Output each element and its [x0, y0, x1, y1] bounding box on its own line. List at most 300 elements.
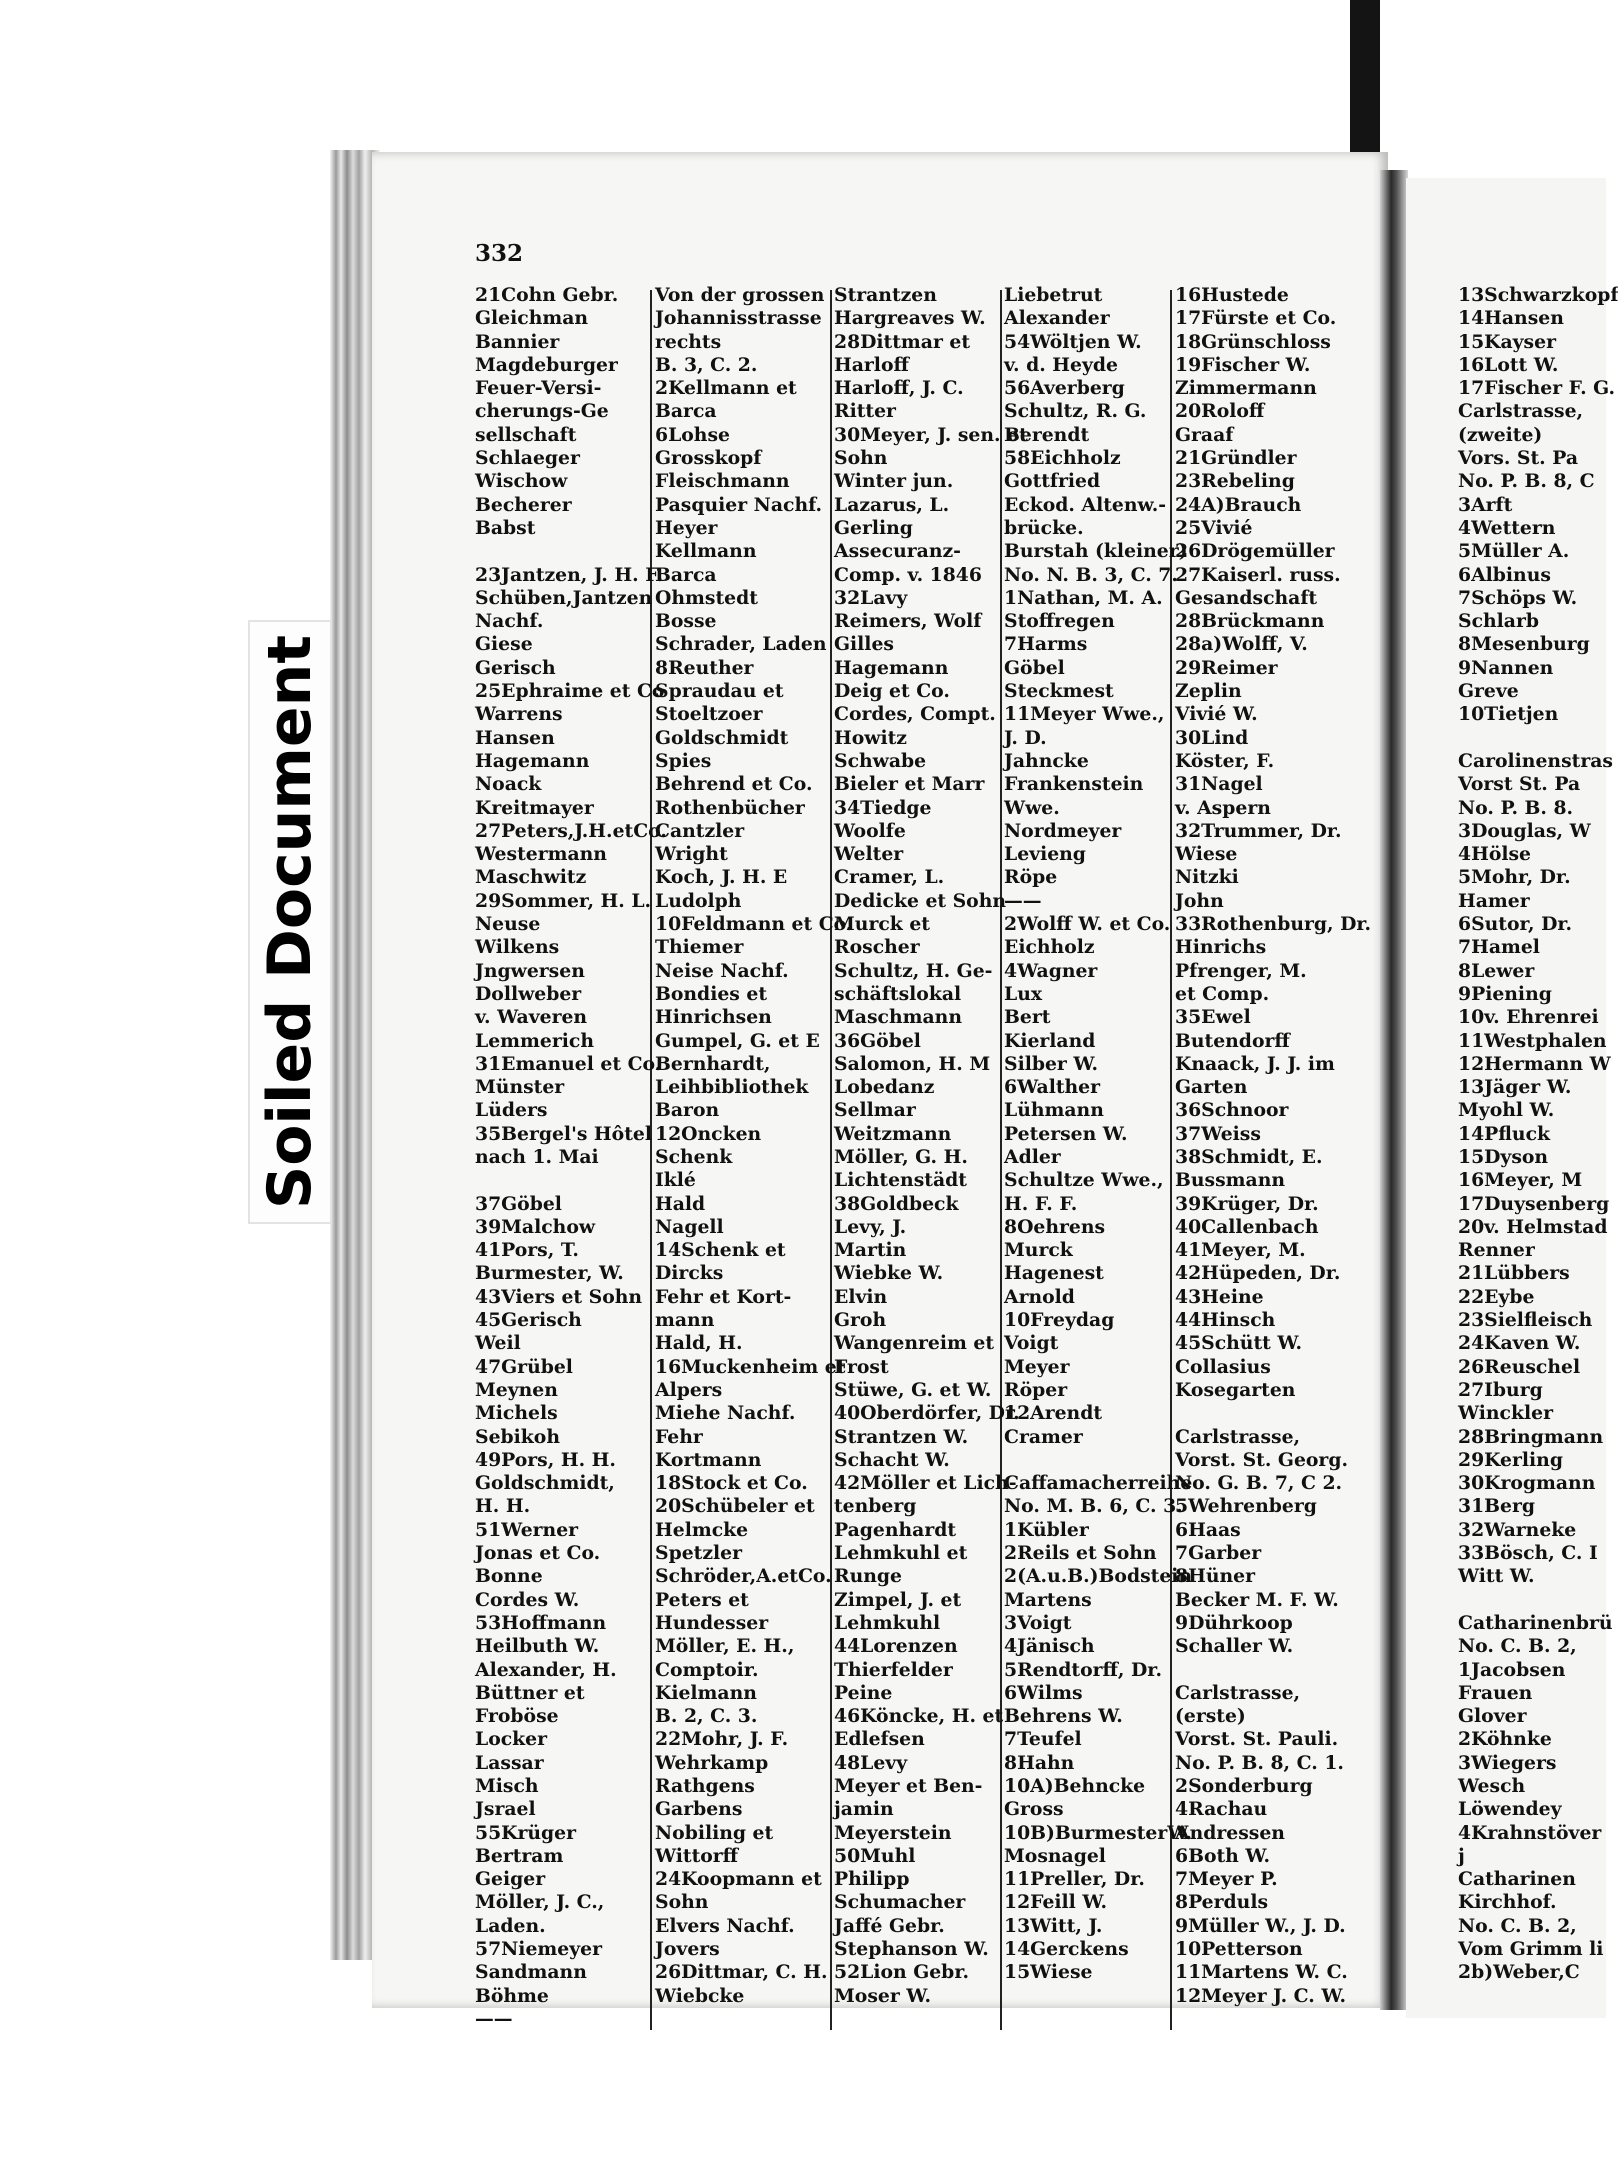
directory-entry: 21Gründler — [1175, 447, 1297, 470]
directory-entry: Zimpel, J. et — [834, 1588, 962, 1611]
directory-entry: 33Bösch, C. I — [1458, 1542, 1598, 1565]
directory-entry — [1175, 1659, 1371, 1682]
directory-entry: Winckler — [1458, 1402, 1553, 1425]
directory-entry: Bernhardt, — [655, 1052, 771, 1075]
directory-entry: Hinrichs — [1175, 936, 1267, 959]
directory-entry: 11Martens W. C. — [1175, 1961, 1348, 1984]
directory-entry: 21Cohn Gebr. — [475, 284, 619, 306]
directory-entry: 6Haas — [1175, 1518, 1241, 1541]
directory-entry: 44Lorenzen — [834, 1635, 958, 1658]
directory-entry: 24Kaven W. — [1458, 1332, 1581, 1355]
directory-entry: 17Fürste et Co. — [1175, 307, 1337, 330]
directory-entry: 10Petterson — [1175, 1938, 1303, 1961]
directory-entry: Nagell — [655, 1215, 724, 1238]
directory-entry: Peine — [834, 1681, 893, 1704]
directory-entry: 30Krogmann — [1458, 1472, 1596, 1495]
directory-entry: Deig et Co. — [834, 680, 950, 703]
directory-entry: Pasquier Nachf. — [655, 493, 823, 516]
directory-entry: Bussmann — [1175, 1169, 1286, 1192]
directory-entry: schäftslokal — [834, 982, 962, 1005]
directory-entry: Voigt — [1004, 1332, 1059, 1355]
directory-entry: Lassar — [475, 1751, 544, 1774]
directory-entry: Murck et — [834, 913, 930, 936]
directory-entry: Levy, J. — [834, 1215, 907, 1238]
directory-entry: 40Oberdörfer, Dr. — [834, 1402, 1020, 1425]
directory-entry: Bert — [1004, 1006, 1051, 1029]
directory-entry: B. 3, C. 2. — [655, 353, 758, 376]
directory-entry: Hagemann — [475, 749, 590, 772]
directory-entry: et Comp. — [1175, 982, 1270, 1005]
directory-entry: 24A)Brauch — [1175, 493, 1302, 516]
directory-entry: Spraudau et — [655, 680, 784, 703]
directory-entry: 18Stock et Co. — [655, 1472, 808, 1495]
directory-column-3 — [834, 284, 1028, 2008]
directory-entry: Heyer — [655, 516, 718, 539]
directory-entry: Vorst St. Pa — [1458, 773, 1581, 796]
directory-entry: 29Reimer — [1175, 656, 1278, 679]
directory-entry: Meynen — [475, 1378, 558, 1401]
directory-entry: Cordes W. — [475, 1588, 580, 1611]
directory-entry: 32Trummer, Dr. — [1175, 819, 1342, 842]
directory-entry: jamin — [834, 1798, 894, 1821]
directory-entry: Lehmkuhl et — [834, 1542, 968, 1565]
directory-entry: Kirchhof. — [1458, 1891, 1557, 1914]
directory-entry: Westermann — [475, 843, 607, 866]
directory-entry: Frost — [834, 1355, 889, 1378]
directory-entry: Vorst. St. Pauli. — [1175, 1728, 1339, 1751]
directory-entry: Steckmest — [1004, 680, 1114, 703]
directory-entry: Wischow — [475, 470, 568, 493]
soiled-document-stamp — [248, 620, 332, 1224]
directory-entry: 56Averberg — [1004, 377, 1125, 400]
directory-entry: Nobiling et — [655, 1821, 774, 1844]
directory-entry — [1004, 1449, 1192, 1472]
directory-entry: Knaack, J. J. im — [1175, 1052, 1335, 1075]
directory-entry: 29Kerling — [1458, 1448, 1563, 1471]
directory-entry: Laden. — [475, 1914, 546, 1937]
directory-entry: 3Arft — [1458, 493, 1513, 516]
directory-entry: 22Eybe — [1458, 1285, 1535, 1308]
directory-entry: v. d. Heyde — [1004, 353, 1118, 376]
directory-column-2 — [655, 284, 852, 2008]
directory-entry: Adler — [1004, 1145, 1061, 1168]
directory-entry: Reimers, Wolf — [834, 610, 982, 633]
directory-entry: Michels — [475, 1402, 558, 1425]
directory-entry: Noack — [475, 773, 542, 796]
directory-entry: Gerisch — [475, 656, 556, 679]
directory-entry: Thiemer — [655, 936, 744, 959]
directory-entry: Köster, F. — [1175, 749, 1275, 772]
directory-entry: nach 1. Mai — [475, 1145, 599, 1168]
directory-entry: Dedicke et Sohn — [834, 889, 1007, 912]
directory-entry: B. 2, C. 3. — [655, 1705, 758, 1728]
directory-entry: 39Krüger, Dr. — [1175, 1192, 1319, 1215]
directory-entry: Greve — [1458, 680, 1519, 703]
directory-entry: Peters et — [655, 1588, 749, 1611]
directory-entry — [1458, 727, 1618, 750]
directory-entry: Kierland — [1004, 1029, 1096, 1052]
directory-entry: 5Wehrenberg — [1175, 1495, 1317, 1518]
directory-entry: Hagemann — [834, 656, 949, 679]
directory-entry: Schultze Wwe., — [1004, 1169, 1164, 1192]
directory-entry: 31Nagel — [1175, 773, 1263, 796]
directory-entry: 28a)Wolff, V. — [1175, 633, 1308, 656]
directory-entry: 38Goldbeck — [834, 1192, 959, 1215]
directory-entry: Gross — [1004, 1798, 1064, 1821]
directory-entry: Schultz, H. Ge- — [834, 959, 993, 982]
directory-entry: Bieler et Marr — [834, 773, 985, 796]
directory-entry: 20v. Helmstad — [1458, 1215, 1608, 1238]
directory-entry: Warrens — [475, 703, 563, 726]
directory-entry: Groh — [834, 1309, 887, 1332]
directory-column-1 — [475, 284, 667, 2031]
directory-entry: Lühmann — [1004, 1099, 1104, 1122]
directory-entry: Barca — [655, 400, 717, 423]
directory-entry: Jonas et Co. — [475, 1542, 601, 1565]
directory-entry: No. P. B. 8, C. 1. — [1175, 1751, 1344, 1774]
directory-entry: Witt W. — [1458, 1565, 1535, 1588]
directory-entry: Zimmermann — [1175, 377, 1317, 400]
directory-entry: 22Mohr, J. F. — [655, 1728, 789, 1751]
directory-entry: Gottfried — [1004, 470, 1101, 493]
directory-entry: 2(A.u.B.)Bodstein — [1004, 1565, 1193, 1588]
directory-entry: 38Schmidt, E. — [1175, 1145, 1323, 1168]
directory-entry: Wangenreim et — [834, 1332, 995, 1355]
directory-entry: Strantzen W. — [834, 1425, 969, 1448]
directory-entry: 1Kübler — [1004, 1518, 1089, 1541]
directory-entry: 6Wilms — [1004, 1681, 1083, 1704]
directory-entry: H. F. F. — [1004, 1192, 1078, 1215]
directory-entry: Stüwe, G. et W. — [834, 1378, 992, 1401]
directory-entry: Strantzen — [834, 284, 937, 306]
directory-entry: 16Meyer, M — [1458, 1169, 1583, 1192]
directory-entry: Wright — [655, 843, 728, 866]
directory-entry: 9Piening — [1458, 982, 1552, 1005]
directory-entry: Schumacher — [834, 1891, 966, 1914]
directory-entry: Nitzki — [1175, 866, 1239, 889]
directory-entry: Fehr et Kort- — [655, 1285, 792, 1308]
directory-entry: Runge — [834, 1565, 902, 1588]
directory-entry: Stoffregen — [1004, 610, 1115, 633]
directory-entry: 11Westphalen — [1458, 1029, 1607, 1052]
directory-entry: Eckod. Altenw.- — [1004, 493, 1167, 516]
directory-entry: Froböse — [475, 1705, 559, 1728]
directory-entry: Roscher — [834, 936, 920, 959]
directory-entry: Berendt — [1004, 423, 1090, 446]
directory-entry: 4Wagner — [1004, 959, 1098, 982]
directory-entry: Locker — [475, 1728, 548, 1751]
directory-entry: 26Dittmar, C. H. — [655, 1961, 828, 1984]
directory-entry: 23Sielfleisch — [1458, 1309, 1593, 1332]
directory-entry: 8Hüner — [1175, 1565, 1255, 1588]
directory-entry: Hagenest — [1004, 1262, 1104, 1285]
directory-entry: Spies — [655, 749, 712, 772]
directory-entry: 6Lohse — [655, 423, 730, 446]
directory-entry: No. P. B. 8. — [1458, 796, 1574, 819]
directory-entry: Geiger — [475, 1868, 546, 1891]
page-number: 332 — [475, 240, 524, 267]
directory-entry: 42Hüpeden, Dr. — [1175, 1262, 1341, 1285]
directory-entry: 9Dührkoop — [1175, 1611, 1293, 1634]
directory-entry: —— — [1004, 889, 1042, 912]
directory-entry: 11Preller, Dr. — [1004, 1868, 1145, 1891]
directory-entry: Schlaeger — [475, 447, 580, 470]
directory-entry: Winter jun. — [834, 470, 954, 493]
directory-entry: 18Grünschloss — [1175, 330, 1331, 353]
directory-entry: 19Fischer W. — [1175, 353, 1311, 376]
directory-entry: 25Vivié — [1175, 516, 1253, 539]
directory-entry: Lüders — [475, 1099, 548, 1122]
directory-entry: Kreitmayer — [475, 796, 594, 819]
directory-entry: Schultz, R. G. — [1004, 400, 1147, 423]
directory-entry: 2Wolff W. et Co. — [1004, 913, 1171, 936]
directory-entry: 39Malchow — [475, 1215, 596, 1238]
directory-entry: Wilkens — [475, 936, 560, 959]
directory-entry: 4Jänisch — [1004, 1635, 1095, 1658]
directory-entry: 7Harms — [1004, 633, 1088, 656]
directory-entry: 28Dittmar et — [834, 330, 971, 353]
directory-entry: 36Schnoor — [1175, 1099, 1289, 1122]
directory-entry: Schrader, Laden — [655, 633, 827, 656]
directory-entry: 3Douglas, W — [1458, 819, 1591, 842]
directory-entry: 40Callenbach — [1175, 1215, 1319, 1238]
directory-entry: Wiese — [1175, 843, 1238, 866]
directory-entry: No. C. B. 2, — [1458, 1635, 1577, 1658]
directory-entry: Sandmann — [475, 1961, 587, 1984]
directory-entry: 7Schöps W. — [1458, 586, 1578, 609]
directory-entry: Iklé — [655, 1169, 696, 1192]
directory-entry: Becker M. F. W. — [1175, 1588, 1339, 1611]
directory-entry: Lehmkuhl — [834, 1611, 941, 1634]
directory-entry: Silber W. — [1004, 1052, 1099, 1075]
directory-entry: Frauen — [1458, 1681, 1533, 1704]
directory-entry: —— — [475, 2007, 513, 2030]
directory-entry: Wittorff — [655, 1844, 739, 1867]
directory-entry: 35Bergel's Hôtel — [475, 1122, 652, 1145]
directory-entry: 10A)Behncke — [1004, 1775, 1146, 1797]
directory-entry: Kortmann — [655, 1448, 762, 1471]
directory-entry: 29Sommer, H. L. — [475, 889, 652, 912]
directory-entry: Münster — [475, 1076, 565, 1099]
directory-entry: 57Niemeyer — [475, 1938, 602, 1961]
directory-entry: Wiebcke — [655, 1984, 745, 2007]
directory-entry: Becherer — [475, 493, 572, 516]
directory-entry: John — [1175, 889, 1224, 912]
directory-entry: 2Sonderburg — [1175, 1775, 1313, 1797]
directory-entry: 6Albinus — [1458, 563, 1551, 586]
directory-column-4 — [1004, 284, 1192, 1985]
directory-entry: 26Reuschel — [1458, 1355, 1581, 1378]
directory-entry: Grosskopf — [655, 447, 762, 470]
directory-entry: Maschwitz — [475, 866, 587, 889]
directory-entry: Lux — [1004, 982, 1043, 1005]
directory-entry: 17Duysenberg — [1458, 1192, 1610, 1215]
directory-entry: 43Viers et Sohn — [475, 1285, 643, 1308]
directory-entry: Röper — [1004, 1378, 1068, 1401]
directory-entry: Alexander, H. — [475, 1658, 617, 1681]
directory-entry: 2b)Weber,C — [1458, 1961, 1580, 1984]
directory-entry: Edlefsen — [834, 1728, 925, 1751]
directory-entry: Comp. v. 1846 — [834, 563, 982, 586]
directory-entry: Cramer, L. — [834, 866, 945, 889]
directory-entry: 3Wiegers — [1458, 1751, 1557, 1774]
directory-entry: 48Levy — [834, 1751, 908, 1774]
directory-entry: 12Meyer J. C. W. — [1175, 1984, 1347, 2007]
directory-entry: Martin — [834, 1239, 907, 1262]
directory-entry: Babst — [475, 516, 536, 539]
directory-entry: (zweite) — [1458, 423, 1543, 446]
directory-entry: Jsrael — [475, 1798, 536, 1821]
directory-entry: Eichholz — [1004, 936, 1095, 959]
directory-entry: Frankenstein — [1004, 773, 1144, 796]
directory-entry: (erste) — [1175, 1705, 1246, 1728]
directory-entry: Zeplin — [1175, 680, 1242, 703]
directory-entry: Thierfelder — [834, 1658, 953, 1681]
directory-entry: Catharinen — [1458, 1868, 1576, 1891]
directory-entry: Schwabe — [834, 749, 927, 772]
directory-entry: Philipp — [834, 1868, 910, 1891]
directory-entry: 8Hahn — [1004, 1751, 1075, 1774]
directory-entry: 45Schütt W. — [1175, 1332, 1303, 1355]
directory-entry: Sebikoh — [475, 1425, 560, 1448]
directory-entry: 41Meyer, M. — [1175, 1239, 1306, 1262]
directory-entry: Burstah (kleiner) — [1004, 540, 1188, 563]
directory-entry: 28Bringmann — [1458, 1425, 1604, 1448]
directory-entry: Ritter — [834, 400, 896, 423]
directory-entry: Von der grossen — [655, 284, 825, 306]
directory-entry: 13Jäger W. — [1458, 1076, 1572, 1099]
directory-entry: Liebetrut — [1004, 284, 1103, 306]
directory-entry: Stoeltzoer — [655, 703, 763, 726]
directory-entry: 7Garber — [1175, 1542, 1262, 1565]
directory-entry: Elvers Nachf. — [655, 1914, 795, 1937]
directory-entry: 8Reuther — [655, 656, 754, 679]
directory-entry: Ohmstedt — [655, 586, 758, 609]
directory-entry: Gerling — [834, 516, 913, 539]
directory-entry: 9Müller W., J. D. — [1175, 1914, 1346, 1937]
directory-entry: 47Grübel — [475, 1355, 573, 1378]
directory-entry: 34Tiedge — [834, 796, 932, 819]
directory-entry: Hald — [655, 1192, 706, 1215]
directory-entry: Arnold — [1004, 1285, 1075, 1308]
directory-entry: Neise Nachf. — [655, 959, 789, 982]
directory-entry: 28Brückmann — [1175, 610, 1325, 633]
directory-entry: Comptoir. — [655, 1658, 759, 1681]
directory-entry: No. N. B. 3, C. 7. — [1004, 563, 1178, 586]
directory-entry: Gilles — [834, 633, 894, 656]
directory-entry: 13Schwarzkopf — [1458, 284, 1618, 306]
directory-entry: Hamer — [1458, 889, 1530, 912]
directory-entry: 53Hoffmann — [475, 1611, 607, 1634]
directory-entry: sellschaft — [475, 423, 577, 446]
directory-entry: 7Meyer P. — [1175, 1868, 1278, 1891]
directory-entry — [1458, 1589, 1618, 1612]
directory-entry: Vorst. St. Georg. — [1175, 1448, 1348, 1471]
directory-entry: Feuer-Versi- — [475, 377, 602, 400]
directory-entry: Kielmann — [655, 1681, 757, 1704]
directory-entry: 7Hamel — [1458, 936, 1540, 959]
directory-entry: 24Koopmann et — [655, 1868, 822, 1891]
directory-entry: Schaller W. — [1175, 1635, 1294, 1658]
directory-entry — [1175, 1402, 1371, 1425]
directory-entry: Wiebke W. — [834, 1262, 944, 1285]
directory-entry: 1Nathan, M. A. — [1004, 586, 1163, 609]
directory-entry: No. C. B. 2, — [1458, 1914, 1577, 1937]
directory-entry: Neuse — [475, 913, 541, 936]
directory-entry: Dollweber — [475, 982, 582, 1005]
directory-entry: Lemmerich — [475, 1029, 594, 1052]
directory-entry — [475, 1169, 667, 1192]
directory-entry: Moser W. — [834, 1984, 931, 2007]
directory-entry: Ludolph — [655, 889, 742, 912]
directory-entry: Bannier — [475, 330, 560, 353]
directory-entry: 36Göbel — [834, 1029, 921, 1052]
directory-entry: Rothenbücher — [655, 796, 805, 819]
directory-entry: Murck — [1004, 1239, 1073, 1262]
directory-entry: 32Lavy — [834, 586, 908, 609]
directory-entry: cherungs-Ge — [475, 400, 609, 423]
directory-entry: Cordes, Compt. — [834, 703, 996, 726]
directory-entry: Meyer — [1004, 1355, 1070, 1378]
directory-entry: 14Schenk et — [655, 1239, 786, 1262]
directory-entry: Carlstrasse, — [1175, 1425, 1301, 1448]
directory-entry: 45Gerisch — [475, 1309, 582, 1332]
directory-entry: 16Muckenheim et — [655, 1355, 846, 1378]
directory-entry: 11Meyer Wwe., — [1004, 703, 1165, 726]
directory-entry: Collasius — [1175, 1355, 1271, 1378]
directory-entry: Graaf — [1175, 423, 1234, 446]
directory-entry: Nachf. — [475, 610, 544, 633]
directory-entry: Petersen W. — [1004, 1122, 1128, 1145]
directory-entry: Sohn — [655, 1891, 709, 1914]
directory-entry: Harloff — [834, 353, 909, 376]
directory-entry: 31Emanuel et Co. — [475, 1052, 662, 1075]
directory-entry: Wehrkamp — [655, 1751, 769, 1774]
directory-entry: 44Hinsch — [1175, 1309, 1276, 1332]
directory-entry: Schüben,Jantzen — [475, 586, 653, 609]
directory-entry: 15Kayser — [1458, 330, 1556, 353]
directory-entry: Helmcke — [655, 1518, 749, 1541]
directory-entry: Schacht W. — [834, 1448, 950, 1471]
directory-entry: Mosnagel — [1004, 1844, 1106, 1867]
directory-entry: Fehr — [655, 1425, 703, 1448]
directory-entry: 10Freydag — [1004, 1309, 1115, 1332]
directory-entry: Sohn — [834, 447, 888, 470]
directory-entry: Levieng — [1004, 843, 1086, 866]
directory-entry: 5Rendtorff, Dr. — [1004, 1658, 1162, 1681]
directory-entry: Welter — [834, 843, 904, 866]
directory-entry: 41Pors, T. — [475, 1239, 579, 1262]
directory-entry: Miehe Nachf. — [655, 1402, 796, 1425]
directory-entry: 37Weiss — [1175, 1122, 1261, 1145]
directory-entry: 58Eichholz — [1004, 447, 1121, 470]
directory-entry: Weitzmann — [834, 1122, 952, 1145]
directory-entry: 16Lott W. — [1458, 353, 1559, 376]
directory-entry: Löwendey — [1458, 1798, 1562, 1821]
directory-entry: No. M. B. 6, C. 3. — [1004, 1495, 1183, 1518]
directory-entry: Harloff, J. C. — [834, 377, 964, 400]
directory-entry: 17Fischer F. G. — [1458, 377, 1616, 400]
directory-entry: 54Wöltjen W. — [1004, 330, 1142, 353]
directory-entry: 4Krahnstöver — [1458, 1821, 1602, 1844]
directory-entry: Möller, E. H., — [655, 1635, 795, 1658]
directory-entry: 12Hermann W — [1458, 1052, 1611, 1075]
directory-entry: Salomon, H. M — [834, 1052, 991, 1075]
stamp-label: Soiled Document — [255, 634, 325, 1210]
directory-entry: Gumpel, G. et E — [655, 1029, 820, 1052]
directory-entry: 27Peters,J.H.etCo. — [475, 819, 667, 842]
directory-entry — [475, 540, 667, 563]
